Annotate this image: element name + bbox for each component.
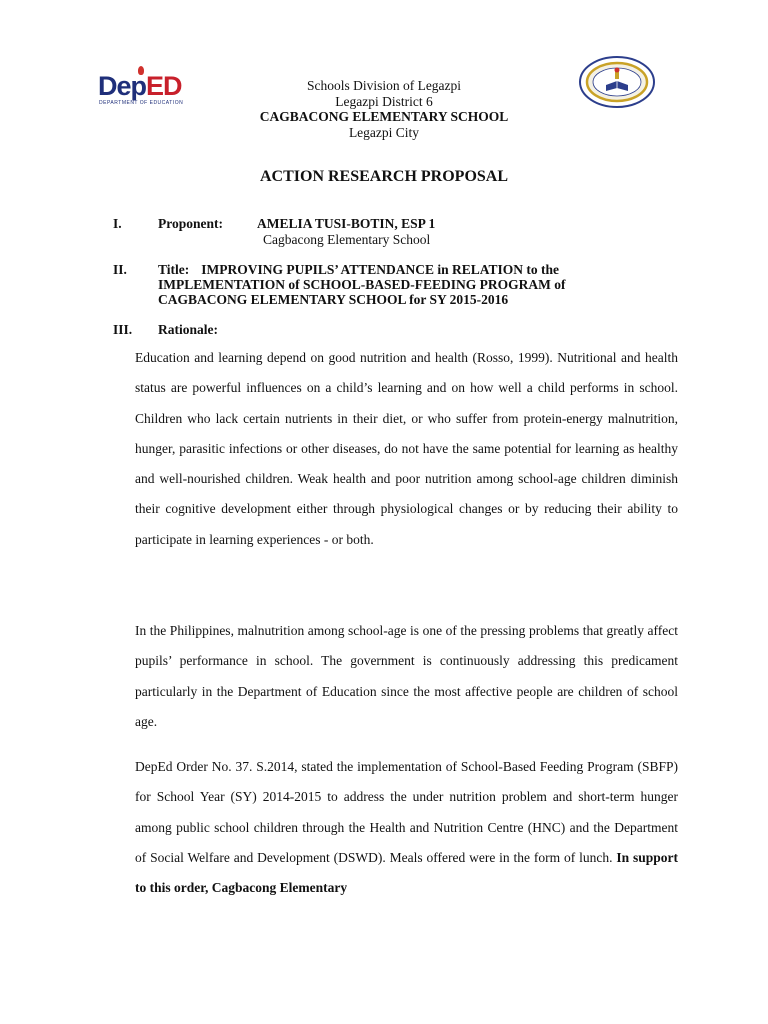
proponent-affiliation: Cagbacong Elementary School: [263, 232, 431, 247]
title-line-3: CAGBACONG ELEMENTARY SCHOOL for SY 2015-2016: [158, 292, 509, 307]
rationale-paragraph-1: Education and learning depend on good nutrition and health (Rosso, 1999). Nutritional and health status are powerful influences on a child’s learning and on how well a child performs in school. Children who lack certain nutrients in their diet, or who suffer from protein-energy malnutrition, hunger, parasitic infections or other diseases, do not have the same potential for learning as healthy and well-nourished children. Weak health and poor nutrition among school-age children diminish their cognitive development either through physiological changes or by reducing their ability to participate in learning experiences - or both.: [135, 350, 678, 547]
title-line-1: IMPROVING PUPILS’ ATTENDANCE in RELATION to the: [201, 262, 560, 277]
rationale-paragraph-2: In the Philippines, malnutrition among school-age is one of the pressing problems that greatly affect pupils’ performance in school. The government is continuously addressing this predicament particularly in the Department of Education since the most affective people are children of school age.: [135, 623, 678, 729]
title-line-2: IMPLEMENTATION of SCHOOL-BASED-FEEDING PROGRAM of: [158, 277, 566, 292]
school-name: CAGBACONG ELEMENTARY SCHOOL: [259, 109, 509, 124]
research-title: [158, 262, 628, 307]
rationale-label: Rationale:: [158, 322, 218, 337]
paragraph-3-bold-text: In support to this order, Cagbacong Elementary: [135, 849, 679, 896]
deped-subtitle: DEPARTMENT OF EDUCATION: [99, 100, 184, 106]
section-number-proponent: I.: [113, 216, 122, 231]
school-header: [0, 78, 768, 140]
document-title: ACTION RESEARCH PROPOSAL: [259, 168, 509, 185]
rationale-paragraph-3: [135, 752, 678, 903]
section-number-rationale: III.: [113, 322, 133, 337]
city-line: Legazpi City: [348, 124, 420, 140]
paragraph-3-text: DepEd Order No. 37. S.2014, stated the implementation of School-Based Feeding Program (SBFP) for School Year (SY) 2014-2015 to address the under nutrition problem and short-term hunger among public school children through the Health and Nutrition Centre (HNC) and the Department of Social Welfare and Development (DSWD). Meals offered were in the form of lunch.: [135, 759, 678, 865]
title-label: Title:: [158, 262, 190, 277]
division-line: Schools Division of Legazpi: [306, 78, 462, 93]
proponent-name: AMELIA TUSI-BOTIN, ESP 1: [257, 216, 436, 231]
proponent-label: Proponent:: [158, 216, 224, 231]
section-number-title: II.: [113, 262, 127, 277]
district-line: Legazpi District 6: [335, 93, 433, 109]
deped-wordmark: DepED: [98, 71, 182, 101]
